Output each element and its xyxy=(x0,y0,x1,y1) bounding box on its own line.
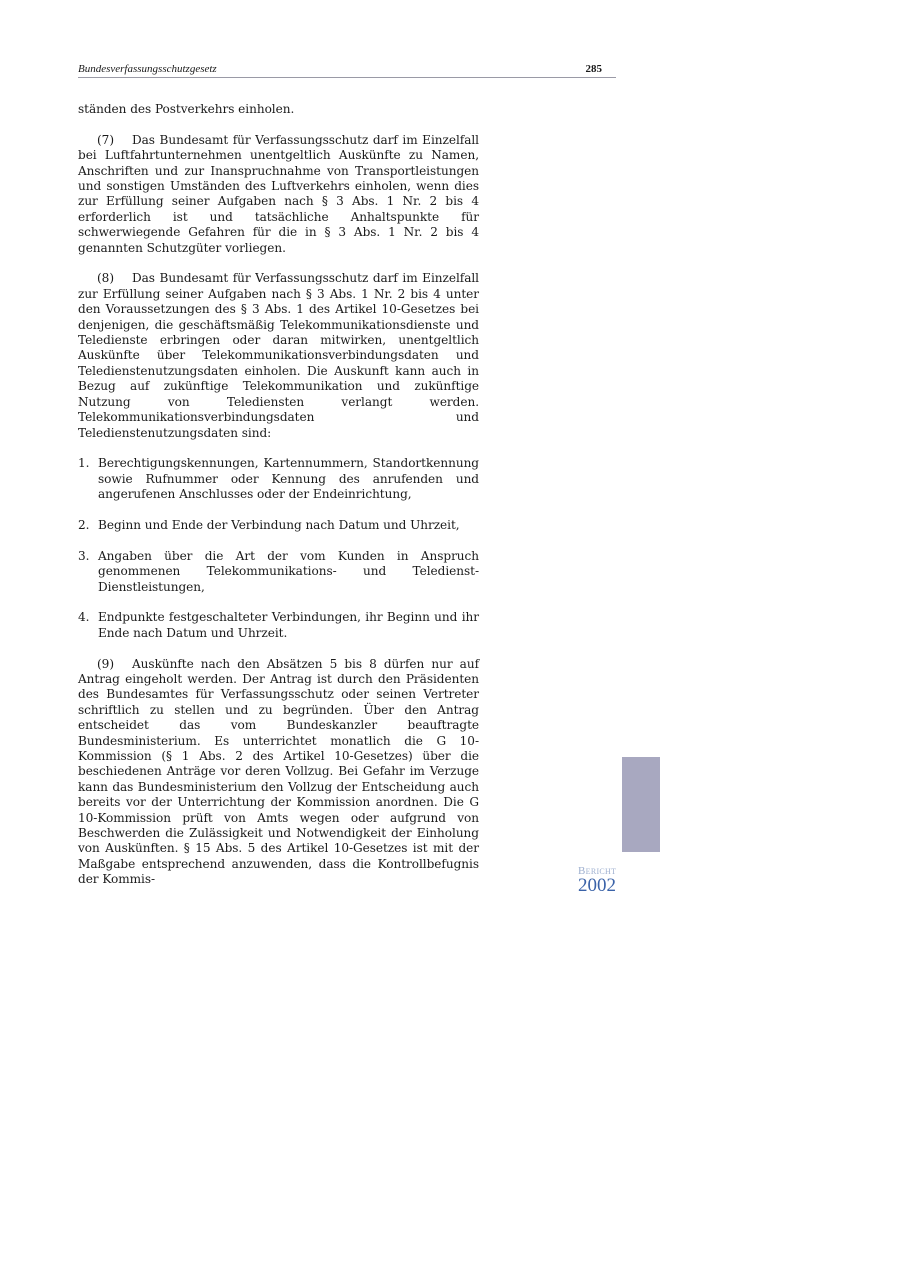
list-item xyxy=(78,456,479,502)
paragraph-7 xyxy=(78,133,479,256)
running-head-title: Bundesverfassungsschutzgesetz xyxy=(78,63,217,75)
list-item xyxy=(78,549,479,595)
page-number: 285 xyxy=(585,63,602,75)
paragraph-8-number: (8) xyxy=(97,271,114,286)
continuation-text: ständen des Postverkehrs einholen. xyxy=(78,102,295,116)
paragraph-8-text: Das Bundesamt für Verfassungsschutz darf im Einzelfall zur Erfüllung seiner Aufgaben nach § 3 Abs. 1 Nr. 2 bis 4 unter den Voraussetzungen des § 3 Abs. 1 des Artikel 10-Gesetzes bei denjenigen, die geschäftsmäßig Telekommunikationsdienste und Teledienste erbringen oder daran mitwirken, unentgeltlich Auskünfte über Telekommunikationsverbindungsdaten und Teledienstenutzungsdaten einholen. Die Auskunft kann auch in Bezug auf zukünftige Telekommunikation und zukünftige Nutzung von Telediensten verlangt werden. Telekommunikationsverbindungsdaten und Teledienstenutzungsdaten sind: xyxy=(78,271,479,440)
sidebar-color-bar xyxy=(622,757,660,852)
paragraph-9-text: Auskünfte nach den Absätzen 5 bis 8 dürfen nur auf Antrag eingeholt werden. Der Antrag ist durch den Präsidenten des Bundesamtes für Verfassungsschutz oder seinen Vertreter schriftlich zu stellen und zu begründen. Über den Antrag entscheidet das vom Bundeskanzler beauftragte Bundesministerium. Es unterrichtet monatlich die G 10-Kommission (§ 1 Abs. 2 des Artikel 10-Gesetzes) über die beschiedenen Anträge vor deren Vollzug. Bei Gefahr im Verzuge kann das Bundesministerium den Vollzug der Entscheidung auch bereits vor der Unterrichtung der Kommission anordnen. Die G 10-Kommission prüft von Amts wegen oder aufgrund von Beschwerden die Zulässigkeit und Notwendigkeit der Einholung von Auskünften. § 15 Abs. 5 des Artikel 10-Gesetzes ist mit der Maßgabe entsprechend anzuwenden, dass die Kontrollbefugnis der Kommis- xyxy=(78,656,479,887)
list-item-number: 4. xyxy=(78,610,90,625)
paragraph-9-number: (9) xyxy=(97,656,114,671)
list-item-text: Angaben über die Art der vom Kunden in Anspruch genommenen Telekommunikations- und Teledienst-Dienstleistungen, xyxy=(98,548,479,594)
main-text xyxy=(78,102,479,888)
paragraph-7-number: (7) xyxy=(97,132,114,147)
report-year: 2002 xyxy=(578,875,616,896)
list-item-number: 1. xyxy=(78,456,90,471)
list-item xyxy=(78,610,479,641)
list-item xyxy=(78,518,479,533)
paragraph-7-text: Das Bundesamt für Verfassungsschutz darf im Einzelfall bei Luftfahrtunternehmen unentgeltlich Auskünfte zu Namen, Anschriften und zur Inanspruchnahme von Transportleistungen und sonstigen Umständen des Luftverkehrs einholen, wenn dies zur Erfüllung seiner Aufgaben nach § 3 Abs. 1 Nr. 2 bis 4 erforderlich ist und tatsächliche Anhaltspunkte für schwerwiegende Gefahren für die in § 3 Abs. 1 Nr. 2 bis 4 genannten Schutzgüter vorliegen. xyxy=(78,132,479,255)
list-item-text: Endpunkte festgeschalteter Verbindungen, ihr Beginn und ihr Ende nach Datum und Uhrzeit. xyxy=(98,610,479,640)
list-item-number: 2. xyxy=(78,517,90,532)
list-item-text: Beginn und Ende der Verbindung nach Datum und Uhrzeit, xyxy=(98,517,460,532)
running-head xyxy=(78,63,616,78)
paragraph-8 xyxy=(78,271,479,440)
list-item-text: Berechtigungskennungen, Kartennummern, Standortkennung sowie Rufnummer oder Kennung des anrufenden und angerufenen Anschlusses oder der Endeinrichtung, xyxy=(98,456,479,502)
paragraph-9 xyxy=(78,657,479,888)
report-label: Bericht xyxy=(578,865,617,877)
list-item-number: 3. xyxy=(78,548,90,563)
